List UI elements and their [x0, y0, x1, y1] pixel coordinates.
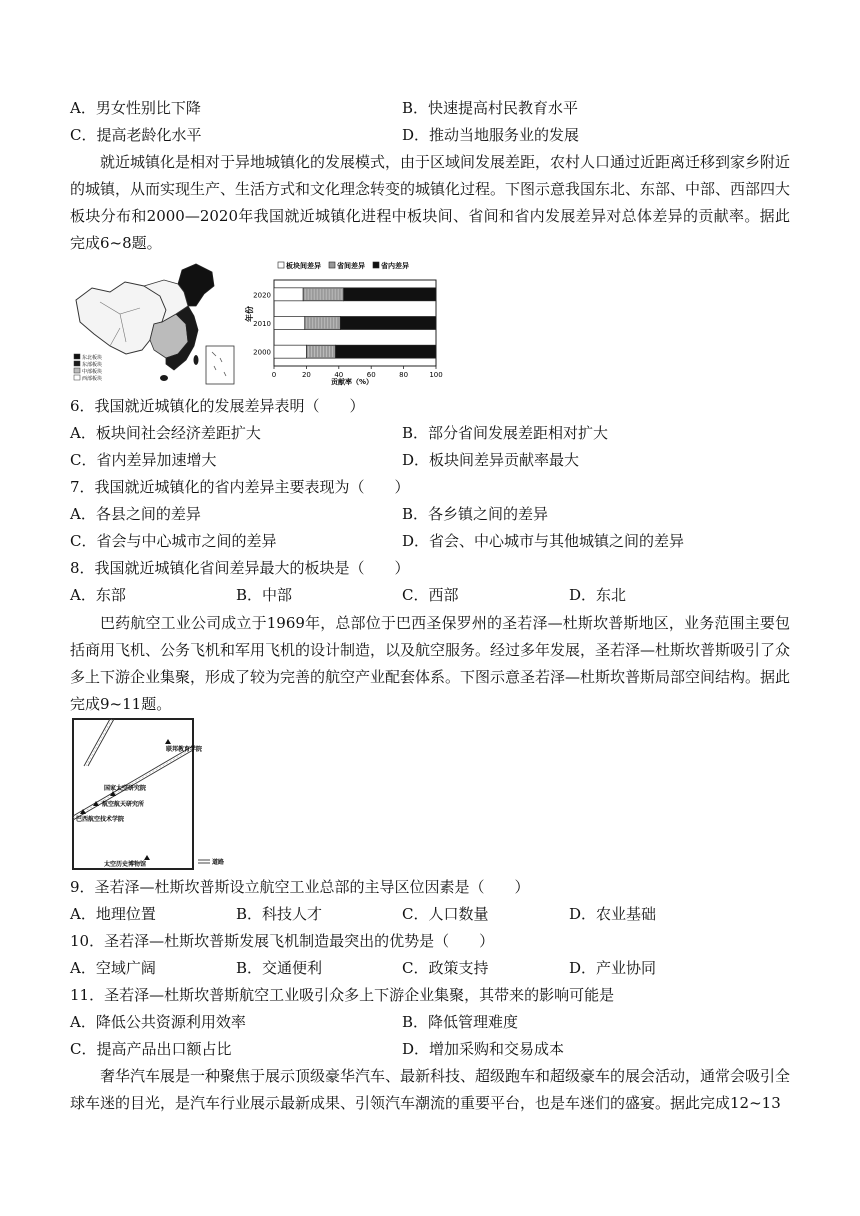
- legend-label: 省间差异: [337, 262, 365, 270]
- q10-stem: 10．圣若泽—杜斯坎普斯发展飞机制造最突出的优势是（ ）: [70, 932, 495, 950]
- q6-stem: 6．我国就近城镇化的发展差异表明（ ）: [70, 397, 365, 415]
- q6-option-b: B．部分省间发展差距相对扩大: [402, 424, 609, 442]
- x-tick-label: 0: [271, 371, 277, 379]
- q5-option-d: D．推动当地服务业的发展: [402, 126, 580, 144]
- q10-option-b: B．交通便利: [236, 959, 323, 977]
- legend-swatch: [329, 262, 335, 268]
- q5-option-c: C．提高老龄化水平: [70, 126, 202, 144]
- q6-option-a: A．板块间社会经济差距扩大: [70, 424, 261, 442]
- legend-swatch: [373, 262, 379, 268]
- q8-option-d: D．东北: [569, 586, 627, 604]
- q10-option-d: D．产业协同: [569, 959, 657, 977]
- q9-option-b: B．科技人才: [236, 905, 323, 923]
- q5-option-b: B．快速提高村民教育水平: [402, 99, 579, 117]
- q8-option-b: B．中部: [236, 586, 293, 604]
- x-tick-label: 40: [334, 371, 344, 379]
- q9-option-c: C．人口数量: [402, 905, 489, 923]
- bar-segment: [344, 288, 436, 301]
- q6-option-d: D．板块间差异贡献率最大: [402, 451, 580, 469]
- aviation-area-map: [70, 716, 270, 872]
- q11-option-c: C．提高产品出口额占比: [70, 1040, 232, 1058]
- label-space-research-institute: 国家太空研究院: [104, 785, 147, 792]
- bar-segment: [306, 345, 335, 358]
- bar-segment: [274, 317, 305, 330]
- passage-aviation: 巴药航空工业公司成立于1969年，总部位于巴西圣保罗州的圣若泽—杜斯坎普斯地区，业务范围主要包括商用飞机、公务飞机和军用飞机的设计制造，以及航空服务。经过多年发展，圣若泽—杜斯坎普斯吸引了众多上下游企业集聚，形成了较为完善的航空产业配套体系。下图示意圣若泽—杜斯坎普斯局部空间结构。据此完成9~11题。: [70, 614, 791, 713]
- q7-option-b: B．各乡镇之间的差异: [402, 505, 549, 523]
- chart-xlabel: 贡献率（%）: [330, 378, 374, 386]
- bar-segment: [340, 317, 436, 330]
- x-tick-label: 100: [429, 371, 443, 379]
- q9-option-d: D．农业基础: [569, 905, 657, 923]
- q11-option-b: B．降低管理难度: [402, 1013, 519, 1031]
- q5-option-a: A．男女性别比下降: [70, 99, 201, 117]
- label-space-museum: 太空历史博物馆: [104, 861, 147, 868]
- q8-option-a: A．东部: [70, 586, 126, 604]
- x-tick-label: 20: [301, 371, 311, 379]
- y-tick-label: 2010: [253, 320, 271, 328]
- x-tick-label: 60: [366, 371, 376, 379]
- passage-urbanization: 就近城镇化是相对于异地城镇化的发展模式，由于区域间发展差距，农村人口通过近距离迁移到家乡附近的城镇，从而实现生产、生活方式和文化理念转变的城镇化过程。下图示意我国东北、东部、中部、西部四大板块分布和2000—2020年我国就近城镇化进程中板块间、省间和省内发展差异对总体差异的贡献率。据此完成6~8题。: [70, 153, 791, 252]
- bar-segment: [305, 317, 341, 330]
- q11-option-a: A．降低公共资源利用效率: [70, 1013, 246, 1031]
- label-federal-institute: 联邦教育学院: [166, 746, 203, 753]
- bar-segment: [274, 288, 303, 301]
- q8-option-c: C．西部: [402, 586, 459, 604]
- q9-option-a: A．地理位置: [70, 905, 156, 923]
- map-legend-west: 西部板块: [82, 376, 103, 382]
- chart-bars: [274, 288, 436, 358]
- china-regions-map: [70, 262, 240, 388]
- q10-option-c: C．政策支持: [402, 959, 489, 977]
- q7-option-c: C．省会与中心城市之间的差异: [70, 532, 277, 550]
- bar-segment: [274, 345, 306, 358]
- y-tick-label: 2000: [253, 348, 271, 357]
- q7-stem: 7．我国就近城镇化的省内差异主要表现为（ ）: [70, 478, 410, 496]
- q7-option-a: A．各县之间的差异: [70, 505, 201, 523]
- legend-label: 省内差异: [381, 262, 409, 270]
- contribution-chart: [242, 258, 448, 388]
- legend-label: 板块间差异: [286, 262, 321, 270]
- q10-option-a: A．空域广阔: [70, 959, 156, 977]
- label-aerospace-institute: 航空航天研究所: [102, 801, 145, 808]
- legend-swatch: [278, 262, 284, 268]
- x-tick-label: 80: [399, 371, 409, 379]
- passage-auto-show: 奢华汽车展是一种聚焦于展示顶级豪华汽车、最新科技、超级跑车和超级豪车的展会活动，通常会吸引全球车迷的目光，是汽车行业展示最新成果、引领汽车潮流的重要平台，也是车迷们的盛宴。据此完成12~13: [70, 1067, 791, 1112]
- y-tick-label: 2020: [253, 291, 271, 300]
- road-legend-label: 道路: [212, 859, 225, 866]
- q11-option-d: D．增加采购和交易成本: [402, 1040, 565, 1058]
- q7-option-d: D．省会、中心城市与其他城镇之间的差异: [402, 532, 685, 550]
- q6-option-c: C．省内差异加速增大: [70, 451, 217, 469]
- chart-legend: [278, 261, 409, 270]
- map-legend-east: 东部板块: [82, 362, 103, 368]
- chart-ylabel: 年份: [245, 306, 254, 322]
- contribution-chart-svg: [242, 258, 448, 388]
- q9-stem: 9．圣若泽—杜斯坎普斯设立航空工业总部的主导区位因素是（ ）: [70, 878, 530, 896]
- label-brazil-aero-institute: 巴西航空技术学院: [76, 816, 125, 823]
- q11-stem: 11．圣若泽—杜斯坎普斯航空工业吸引众多上下游企业集聚，其带来的影响可能是: [70, 986, 615, 1004]
- map-legend-northeast: 东北板块: [82, 355, 103, 361]
- q8-stem: 8．我国就近城镇化省间差异最大的板块是（ ）: [70, 559, 410, 577]
- map-legend-central: 中部板块: [82, 369, 103, 375]
- bar-segment: [336, 345, 436, 358]
